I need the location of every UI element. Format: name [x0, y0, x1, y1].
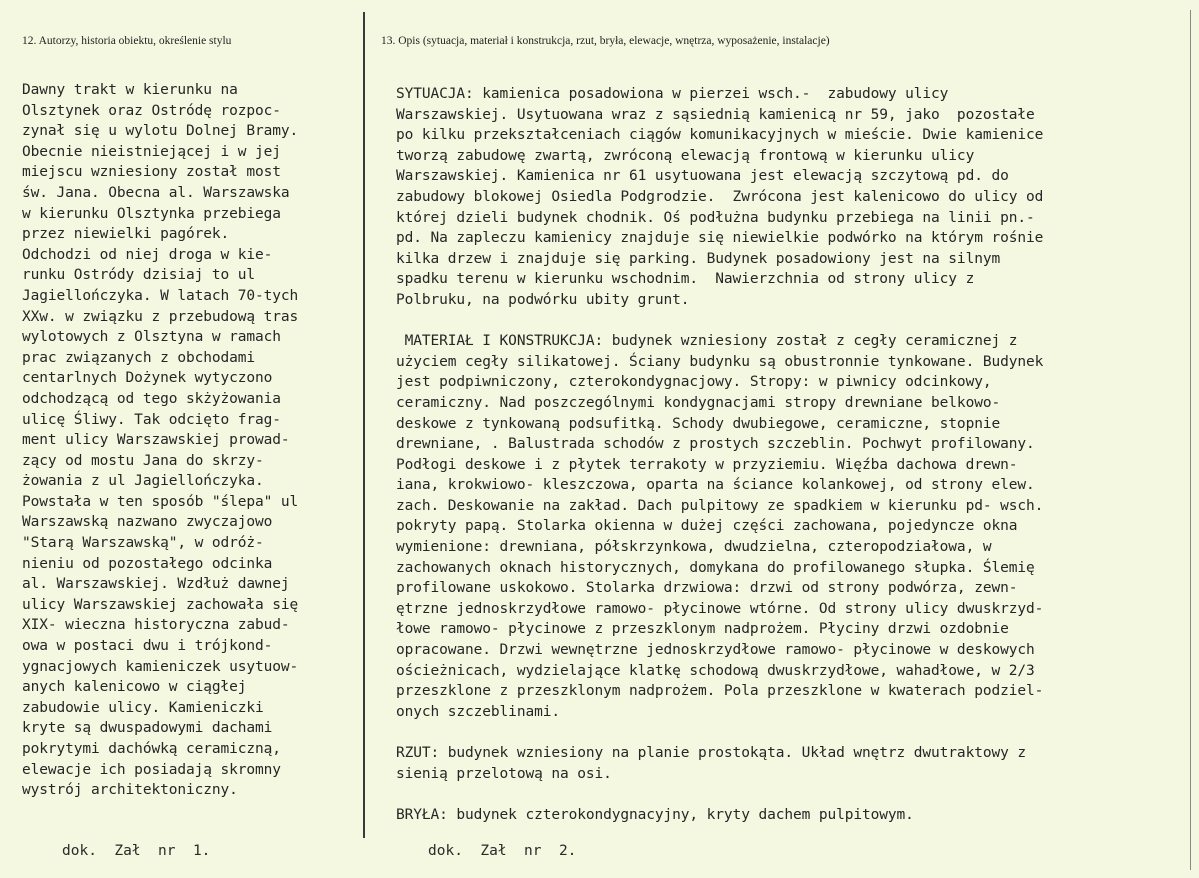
text-line: BRYŁA: budynek czterokondygnacyjny, kryty dachem pulpitowym. — [396, 806, 914, 823]
text-line: opracowane. Drzwi wewnętrzne jednoskrzydłowe ramowo- płycinowe w deskowych — [396, 642, 1035, 659]
right-edge-line — [1190, 10, 1191, 870]
text-line: wystrój architektoniczny. — [22, 782, 238, 799]
column-divider — [363, 12, 365, 838]
text-line: pokrytymi dachówką ceramiczną, — [22, 741, 281, 757]
text-line: Warszawskiej. Usytuowana wraz z sąsiednią kamienicą nr 59, jako pozostałe — [396, 106, 1035, 123]
text-line: kryte są dwuspadowymi dachami — [22, 720, 273, 737]
section-13-heading: 13. Opis (sytuacja, materiał i konstrukcja, rzut, bryła, elewacje, wnętrza, wyposażenie, instalacje) — [381, 35, 830, 47]
text-line: MATERIAŁ I KONSTRUKCJA: budynek wzniesiony został z cegły ceramicznej z — [396, 333, 1018, 350]
paragraph-gap — [396, 722, 1043, 743]
text-line: tworzą zabudowę zwartą, zwróconą elewacją frontową w kierunku ulicy — [396, 147, 975, 164]
text-line: Jagiellończyka. W latach 70-tych — [22, 287, 299, 304]
text-line: runku Ostródy dzisiaj to ul — [22, 267, 256, 284]
text-line: zynał się u wylotu Dolnej Bramy. — [22, 123, 299, 140]
section-12-heading: 12. Autorzy, historia obiektu, określenie stylu — [22, 35, 232, 47]
text-line: centarlnych Dożynek wytyczono — [22, 370, 273, 387]
paragraph-gap — [396, 311, 1043, 332]
text-line: al. Warszawskiej. Wzdłuż dawnej — [22, 576, 290, 593]
text-line: użyciem cegły silikatowej. Ściany budynku są obustronnie tynkowane. Budynek — [396, 353, 1044, 370]
text-line: deskowe z tynkowaną podsufitką. Schody dwubiegowe, ceramiczne, stopnie — [396, 415, 1001, 432]
text-line: Podłogi deskowe i z płytek terrakoty w przyziemiu. Więźba dachowa drewn- — [396, 456, 1018, 473]
text-line: pd. Na zapleczu kamienicy znajduje się niewielkie podwórko na którym rośnie — [396, 230, 1044, 247]
text-line: zący od mostu Jana do skrzy- — [22, 452, 264, 469]
paragraph — [396, 331, 1043, 722]
text-line: "Starą Warszawską", w odróż- — [22, 535, 264, 552]
text-line: Warszawskiej. Kamienica nr 61 usytuowana jest elewacją szczytową pd. do — [396, 168, 1009, 185]
text-line: SYTUACJA: kamienica posadowiona w pierzei wsch.- zabudowy ulicy — [396, 86, 949, 102]
text-line: przez niewielki pagórek. — [22, 226, 230, 243]
footer-attachment-2: dok. Zał nr 2. — [428, 843, 577, 859]
text-line: prac związanych z obchodami — [22, 349, 256, 366]
text-line: kilka drzew i znajduje się parking. Budynek posadowiony jest na silnym — [396, 250, 1001, 267]
paragraph-gap — [396, 784, 1043, 805]
history-text — [22, 80, 298, 801]
text-line: XXw. w związku z przebudową tras — [22, 308, 299, 325]
text-line: zabudowie ulicy. Kamieniczki — [22, 699, 264, 716]
paragraph — [396, 743, 1043, 784]
text-line: zachowanych oknach historycznych, domykana do profilowanego słupka. Ślemię — [396, 559, 1035, 576]
text-line: ulicy Warszawskiej zachowała się — [22, 596, 299, 613]
text-line: św. Jana. Obecna al. Warszawska — [22, 184, 290, 201]
text-line: ościeżnicach, wydzielające klatkę schodową dwuskrzydłowe, wahadłowe, w 2/3 — [396, 662, 1035, 679]
footer-attachment-1: dok. Zał nr 1. — [62, 843, 211, 859]
text-line: w kierunku Olsztynka przebiega — [22, 205, 281, 222]
text-line: anych kalenicowo w ciągłej — [22, 679, 247, 696]
text-line: nieniu od pozostałego odcinka — [22, 555, 273, 572]
text-line: zach. Deskowanie na zakład. Dach pulpitowy ze spadkiem w kierunku pd- wsch. — [396, 497, 1044, 514]
text-line: żowania z ul Jagiellończyka. — [22, 473, 264, 490]
text-line: onych szczeblinami. — [396, 703, 560, 720]
text-line: ment ulicy Warszawskiej prowad- — [22, 432, 290, 449]
text-line: profilowane uskokowo. Stolarka drzwiowa: drzwi od strony podwórza, zewn- — [396, 580, 1018, 597]
text-line: drewniane, . Balustrada schodów z prostych szczeblin. Pochwyt profilowany. — [396, 436, 1035, 453]
text-line: miejscu wzniesiony został most — [22, 164, 281, 181]
text-line: Powstała w ten sposób "ślepa" ul — [22, 493, 299, 510]
description-text — [396, 84, 1043, 825]
text-line: sienią przelotową na osi. — [396, 765, 612, 782]
text-line: Polbruku, na podwórku ubity grunt. — [396, 291, 690, 308]
paragraph — [396, 805, 1043, 826]
text-line: RZUT: budynek wzniesiony na planie prostokąta. Układ wnętrz dwutraktowy z — [396, 745, 1026, 761]
text-line: Dawny trakt w kierunku na — [22, 82, 238, 98]
text-line: odchodzącą od tego skżyżowania — [22, 390, 281, 407]
text-line: której dzieli budynek chodnik. Oś podłużna budynku przebiega na linii pn.- — [396, 209, 1035, 226]
text-line: zabudowy blokowej Osiedla Podgrodzie. Zwrócona jest kalenicowo do ulicy od — [396, 188, 1044, 205]
text-line: XIX- wieczna historyczna zabud- — [22, 617, 290, 634]
text-line: Obecnie nieistniejącej i w jej — [22, 143, 281, 160]
text-line: Odchodzi od niej droga w kie- — [22, 246, 273, 263]
text-line: ceramiczny. Nad poszczególnymi kondygnacjami stropy drewniane belkowo- — [396, 394, 1001, 411]
text-line: Olsztynek oraz Ostródę rozpoc- — [22, 102, 281, 119]
text-line: ętrzne jednoskrzydłowe ramowo- płycinowe wtórne. Od strony ulicy dwuskrzyd- — [396, 600, 1044, 617]
text-line: łowe ramowo- płycinowe z przeszklonym nadprożem. Płyciny drzwi ozdobnie — [396, 621, 1009, 638]
text-line: Warszawską nazwano zwyczajowo — [22, 514, 273, 531]
text-line: ulicę Śliwy. Tak odcięto frag- — [22, 411, 281, 428]
text-line: wylotowych z Olsztyna w ramach — [22, 329, 281, 346]
text-line: spadku terenu w kierunku wschodnim. Nawierzchnia od strony ulicy z — [396, 271, 975, 288]
text-line: elewacje ich posiadają skromny — [22, 761, 281, 778]
text-line: po kilku przekształceniach ciągów komunikacyjnych w mieście. Dwie kamienice — [396, 127, 1044, 144]
text-line: pokryty papą. Stolarka okienna w dużej części zachowana, pojedyncze okna — [396, 518, 1018, 535]
text-line: iana, krokwiowo- kleszczowa, oparta na ściance kolankowej, od strony elew. — [396, 477, 1035, 494]
paragraph — [396, 84, 1043, 311]
text-line: ygnacjowych kamieniczek usytuow- — [22, 658, 299, 675]
text-line: jest podpiwniczony, czterokondygnacjowy. Stropy: w piwnicy odcinkowy, — [396, 374, 992, 391]
text-line: wymienione: drewniana, półskrzynkowa, dwudzielna, czteropodziałowa, w — [396, 539, 992, 556]
text-line: owa w postaci dwu i trójkond- — [22, 638, 273, 655]
text-line: przeszklone z przeszklonym nadprożem. Pola przeszklone w kwaterach podziel- — [396, 683, 1044, 700]
